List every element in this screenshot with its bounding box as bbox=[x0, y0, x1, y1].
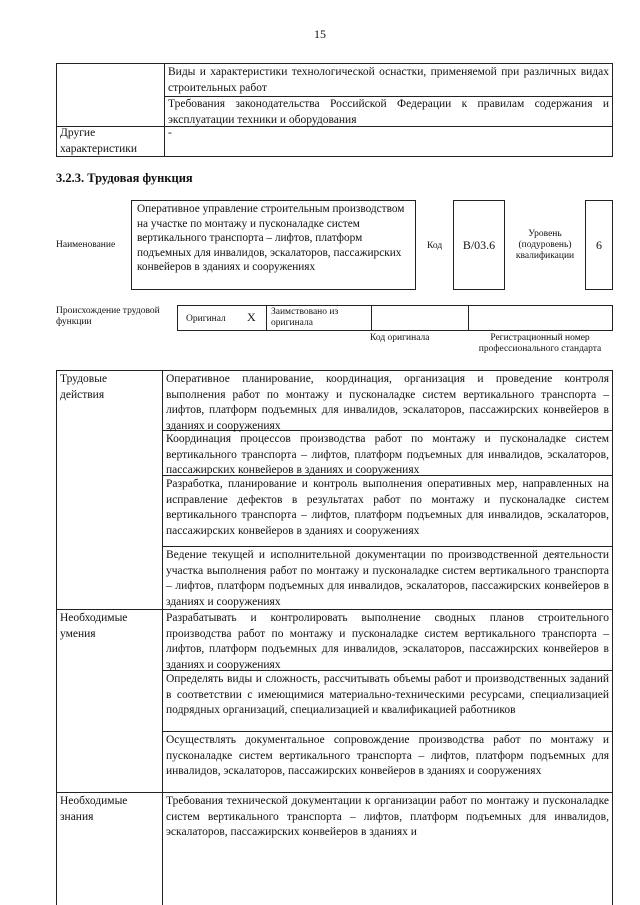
labor-actions-label: Трудовые действия bbox=[60, 373, 108, 401]
knowledge-item: Требования технической документации к организации работ по монтажу и пусконаладке систем вертикального транспорта – лифтов, платформ подъемных для инвалидов, эскалаторов, пассажирских конвейеров в зданиях и bbox=[166, 795, 609, 838]
qualification-level-value: 6 bbox=[596, 238, 602, 252]
skill-item: Осуществлять документальное сопровождение производства работ по монтажу и пусконаладке систем вертикального транспорта – лифтов, платформ подъемных для инвалидов, эскалаторов, пассажирских конвейеров в зданиях и сооружениях bbox=[166, 734, 609, 777]
required-skills-label: Необходимые умения bbox=[60, 612, 128, 640]
qualification-level-label: Уровень (подуровень) квалификации bbox=[515, 229, 575, 261]
top-table bbox=[56, 63, 613, 157]
origin-label: Происхождение трудовой функции bbox=[56, 306, 160, 327]
skill-item: Разрабатывать и контролировать выполнение сводных планов строительного производства работ по монтажу и пусконаладке систем вертикального транспорта – лифтов, платформ подъемных для инвалидов, эскалаторов, пассажирских конвейеров в зданиях и сооружениях bbox=[166, 612, 609, 671]
qualification-level-box bbox=[585, 200, 613, 290]
labor-action-item: Оперативное планирование, координация, организация и проведение контроля выполнения работ по монтажу и пусконаладке систем вертикального транспорта – лифтов, платформ подъемных для инвалидов, эскалаторов, пассажирских конвейеров в зданиях и сооружениях bbox=[166, 373, 609, 432]
origin-table bbox=[177, 305, 613, 331]
other-characteristics-value: - bbox=[168, 127, 172, 139]
original-label: Оригинал bbox=[186, 314, 226, 324]
skill-item: Определять виды и сложность, рассчитывать объемы работ и производственных заданий в соответствии с имеющимися материально-техническими ресурсами, специализацией подрядных организаций, специализацией и квалификацией работников bbox=[166, 673, 609, 716]
labor-action-item: Координация процессов производства работ по монтажу и пусконаладке систем вертикального транспорта – лифтов, платформ подъемных для инвалидов, эскалаторов, пассажирских конвейеров в зданиях и сооружениях bbox=[166, 433, 609, 476]
top-table-row-1: Виды и характеристики технологической оснастки, применяемой при различных видах строительных работ bbox=[168, 66, 609, 94]
code-box bbox=[453, 200, 505, 290]
function-name-value: Оперативное управление строительным производством на участке по монтажу и пусконаладке систем вертикального транспорта – лифтов, платформ подъемных для инвалидов, эскалаторов, пассажирских конвейеров в зданиях и сооружениях bbox=[137, 203, 405, 273]
labor-action-item: Разработка, планирование и контроль выполнения оперативных мер, направленных на исправление дефектов в результатах работ по монтажу и пусконаладке систем вертикального транспорта – лифтов, платформ подъемных для инвалидов, эскалаторов, пассажирских конвейеров в зданиях и сооружениях bbox=[166, 478, 609, 537]
page-number: 15 bbox=[314, 27, 326, 41]
other-characteristics-label: Другие характеристики bbox=[60, 127, 138, 155]
labor-action-item: Ведение текущей и исполнительной документации по производственной деятельности участка выполнения работ по монтажу и пусконаладке систем вертикального транспорта – лифтов, платформ подъемных для инвалидов, эскалаторов, пассажирских конвейеров в зданиях и сооружениях bbox=[166, 549, 609, 608]
section-heading: 3.2.3. Трудовая функция bbox=[56, 171, 193, 185]
registration-number-caption: Регистрационный номер профессионального стандарта bbox=[478, 333, 602, 354]
original-code-caption: Код оригинала bbox=[370, 333, 430, 343]
code-value: B/03.6 bbox=[462, 238, 496, 252]
top-table-row-2: Требования законодательства Российской Федерации к правилам содержания и эксплуатации техники и оборудования bbox=[168, 98, 609, 126]
code-label: Код bbox=[427, 241, 443, 251]
name-label: Наименование bbox=[56, 240, 116, 250]
main-table bbox=[56, 370, 613, 905]
required-knowledge-label: Необходимые знания bbox=[60, 795, 128, 823]
function-name-box bbox=[131, 200, 416, 290]
original-mark: X bbox=[247, 310, 256, 324]
borrowed-label: Заимствовано из оригинала bbox=[271, 307, 339, 328]
